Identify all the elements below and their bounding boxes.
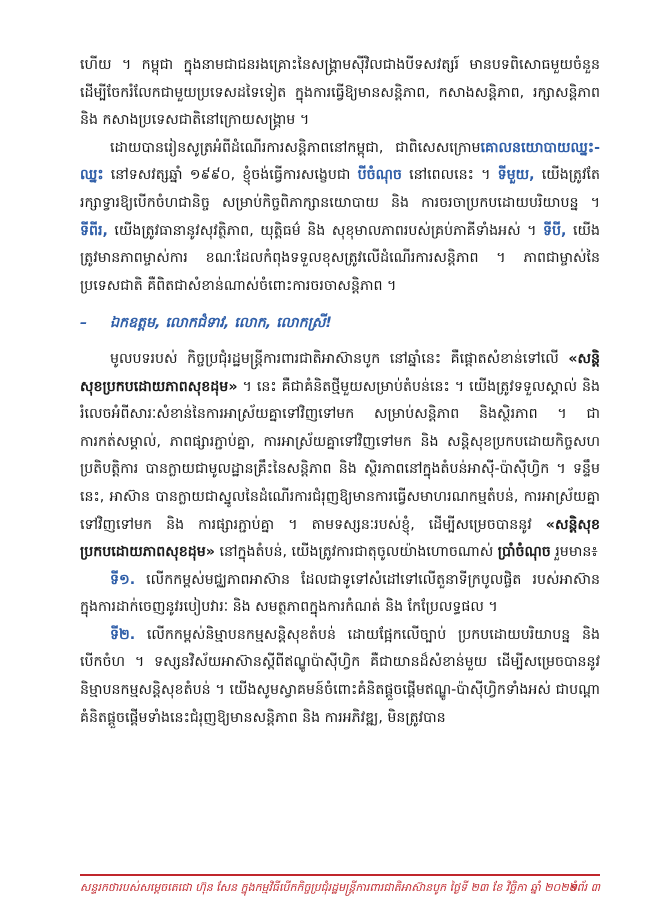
paragraph-1: ហើយ ។ កម្ពុជា ក្នុងនាមជាជនរងគ្រោះនៃសង្គ្រាមស៊ីវិលជាងបីទសវត្សរ៍ មានបទពិសោធមួយចំនួន ដើម្បីចែករំលែកជាមួយប្រទេសដទៃទៀត ក្នុងការធ្វើឱ្យមានសន្តិភាព, កសាងសន្តិភាព, រក្សាសន្តិភាព និង កសាងប្រទេសជាតិនៅក្រោយសង្គ្រាម ។ (80, 57, 600, 129)
p2-text-i: យើងត្រូវធានានូវសុវត្ថិភាព, យុត្តិធម៌ និង សុខុមាលភាពរបស់គ្រប់ភាគីទាំងអស់ ។ (107, 222, 544, 239)
p3-harmonized-security-2: «សន្តិសុខប្រកបដោយភាពសុខដុម» (80, 516, 600, 561)
heading-text: ឯកឧត្តម, លោកជំទាវ, លោក, លោកស្រី! (110, 315, 332, 332)
paragraph-2 (80, 135, 600, 301)
p3-text-c: ។ នេះ គឺជាគំនិតថ្មីមួយសម្រាប់តំបន់នេះ ។ យើងត្រូវទទួលស្គាល់ និង រំលេចអំពីសារៈសំខាន់នៃការអាស្រ័យគ្នាទៅវិញទៅមក សម្រាប់សន្តិភាព និងស្ថិរភាព ។ ជាការកត់សម្គាល់, ភាពផ្សារភ្ជាប់គ្នា, ការអាស្រ័យគ្នាទៅវិញទៅមក និង សន្តិសុខប្រកបដោយកិច្ចសហប្រតិបត្តិការ បានក្លាយជាមូលដ្ឋានគ្រឹះនៃសន្តិភាព និង ស្ថិរភាពនៅក្នុងតំបន់អាស៊ី-ប៉ាស៊ីហ្វិក ។ ទន្ទឹមនេះ, អាស៊ាន បានក្លាយជាស្នូលនៃដំណើរការជំរុញឱ្យមានការធ្វើសមាហរណកម្មតំបន់, ការអាស្រ័យគ្នាទៅវិញទៅមក និង ការផ្សារភ្ជាប់គ្នា ។ តាមទស្សនៈរបស់ខ្ញុំ, ដើម្បីសម្រេចបាននូវ (80, 378, 600, 533)
point-1 (80, 567, 600, 622)
p2-text-g: យើងត្រូវតែរក្សាទ្វារឱ្យបើកចំហជានិច្ច សម្រាប់កិច្ចពិភាក្សានយោបាយ និង ការចរចាប្រកបដោយបរិយាបន្ន ។ (80, 167, 601, 211)
p2-text-k: យើងត្រូវមានភាពម្ចាស់ការ ខណៈដែលកំពុងទទួលខុសត្រូវលើដំណើរការសន្តិភាព ។ ភាពជាម្ចាស់នៃប្រទេសជាតិ គឺពិតជាសំខាន់ណាស់ចំពោះការចរចាសន្តិភាព ។ (80, 222, 600, 294)
p2-win-win-policy: គោលនយោបាយឈ្នះ-ឈ្នះ (80, 139, 600, 184)
p2-second-label: ទីពីរ, (80, 222, 108, 239)
footer-divider (80, 874, 600, 876)
footer-title: សន្ទរកថារបស់សម្តេចតេជោ ហ៊ុន សែន ក្នុងកម្មវិធីបើកកិច្ចប្រជុំរដ្ឋមន្ត្រីការពារជាតិអាស៊ានបូក ថ្ងៃទី ២៣ ខែ វិច្ឆិកា ឆ្នាំ ២០២២ (80, 881, 577, 894)
p2-text-e: នៅពេលនេះ ។ (401, 167, 498, 184)
p2-text-a: ដោយបានរៀនសូត្រអំពីដំណើរការសន្តិភាពនៅកម្ពុជា, ជាពិសេសក្រោម (110, 139, 481, 156)
p3-text-a: មូលបទរបស់ កិច្ចប្រជុំរដ្ឋមន្ត្រីការពារជាតិអាស៊ានបូក នៅឆ្នាំនេះ គឺផ្តោតសំខាន់ទៅលើ (110, 350, 569, 367)
salutation-heading (80, 310, 600, 338)
heading-dash: – (80, 315, 88, 332)
p2-three-points: បីចំណុច (357, 167, 402, 184)
p3-harmonized-security-1: «សន្តិសុខប្រកបដោយភាពសុខដុម» (80, 350, 600, 395)
page-number: ទំព័រ ៣ (569, 881, 600, 894)
p2-first-label: ទីមួយ, (497, 167, 535, 184)
p2-text-c: នៅទសវត្សឆ្នាំ ១៩៩០, ខ្ញុំចង់ធ្វើការសង្ខេបជា (103, 167, 358, 184)
p3-five-points: ប្រាំចំណុច (497, 544, 551, 561)
document-body (80, 52, 600, 732)
p3-text-g: រួមមាន៖ (550, 544, 598, 561)
p3-text-e: នៅក្នុងតំបន់, យើងត្រូវការជាតុចូលយ៉ាងហោចណាស់ (214, 544, 498, 561)
point-1-number: ទី១. (110, 571, 136, 588)
paragraph-3 (80, 346, 600, 567)
point-2 (80, 622, 600, 732)
p2-third-label: ទីបី, (543, 222, 567, 239)
point-2-text: លើកកម្ពស់និម្មាបនកម្មសន្តិសុខតំបន់ ដោយផ្អែកលើច្បាប់ ប្រកបដោយបរិយាបន្ន និង បើកចំហ ។ ទស្សនវិស័យអាស៊ានស្តីពីឥណ្ឌូប៉ាស៊ីហ្វិក គឺជាយានដ៏សំខាន់មួយ ដើម្បីសម្រេចបាននូវនិម្មាបនកម្មសន្តិសុខតំបន់ ។ យើងសូមស្វាគមន៍ចំពោះគំនិតផ្តួចផ្តើមឥណ្ឌូ-ប៉ាស៊ីហ្វិកទាំងអស់ ជាបណ្តាគំនិតផ្តួចផ្តើមទាំងនេះជំរុញឱ្យមានសន្តិភាព និង ការអភិវឌ្ឍ, មិនត្រូវបាន (80, 626, 600, 726)
point-1-text: លើកកម្ពស់មជ្ឈភាពអាស៊ាន ដែលជាទូទៅសំដៅទៅលើតួនាទីក្របូលផ្ចិត របស់អាស៊ាន ក្នុងការដាក់ចេញនូវរបៀបវារៈ និង សមត្ថភាពក្នុងការកំណត់ និង កែប្រែលទ្ធផល ។ (80, 571, 600, 616)
point-2-number: ទី២. (110, 626, 136, 643)
